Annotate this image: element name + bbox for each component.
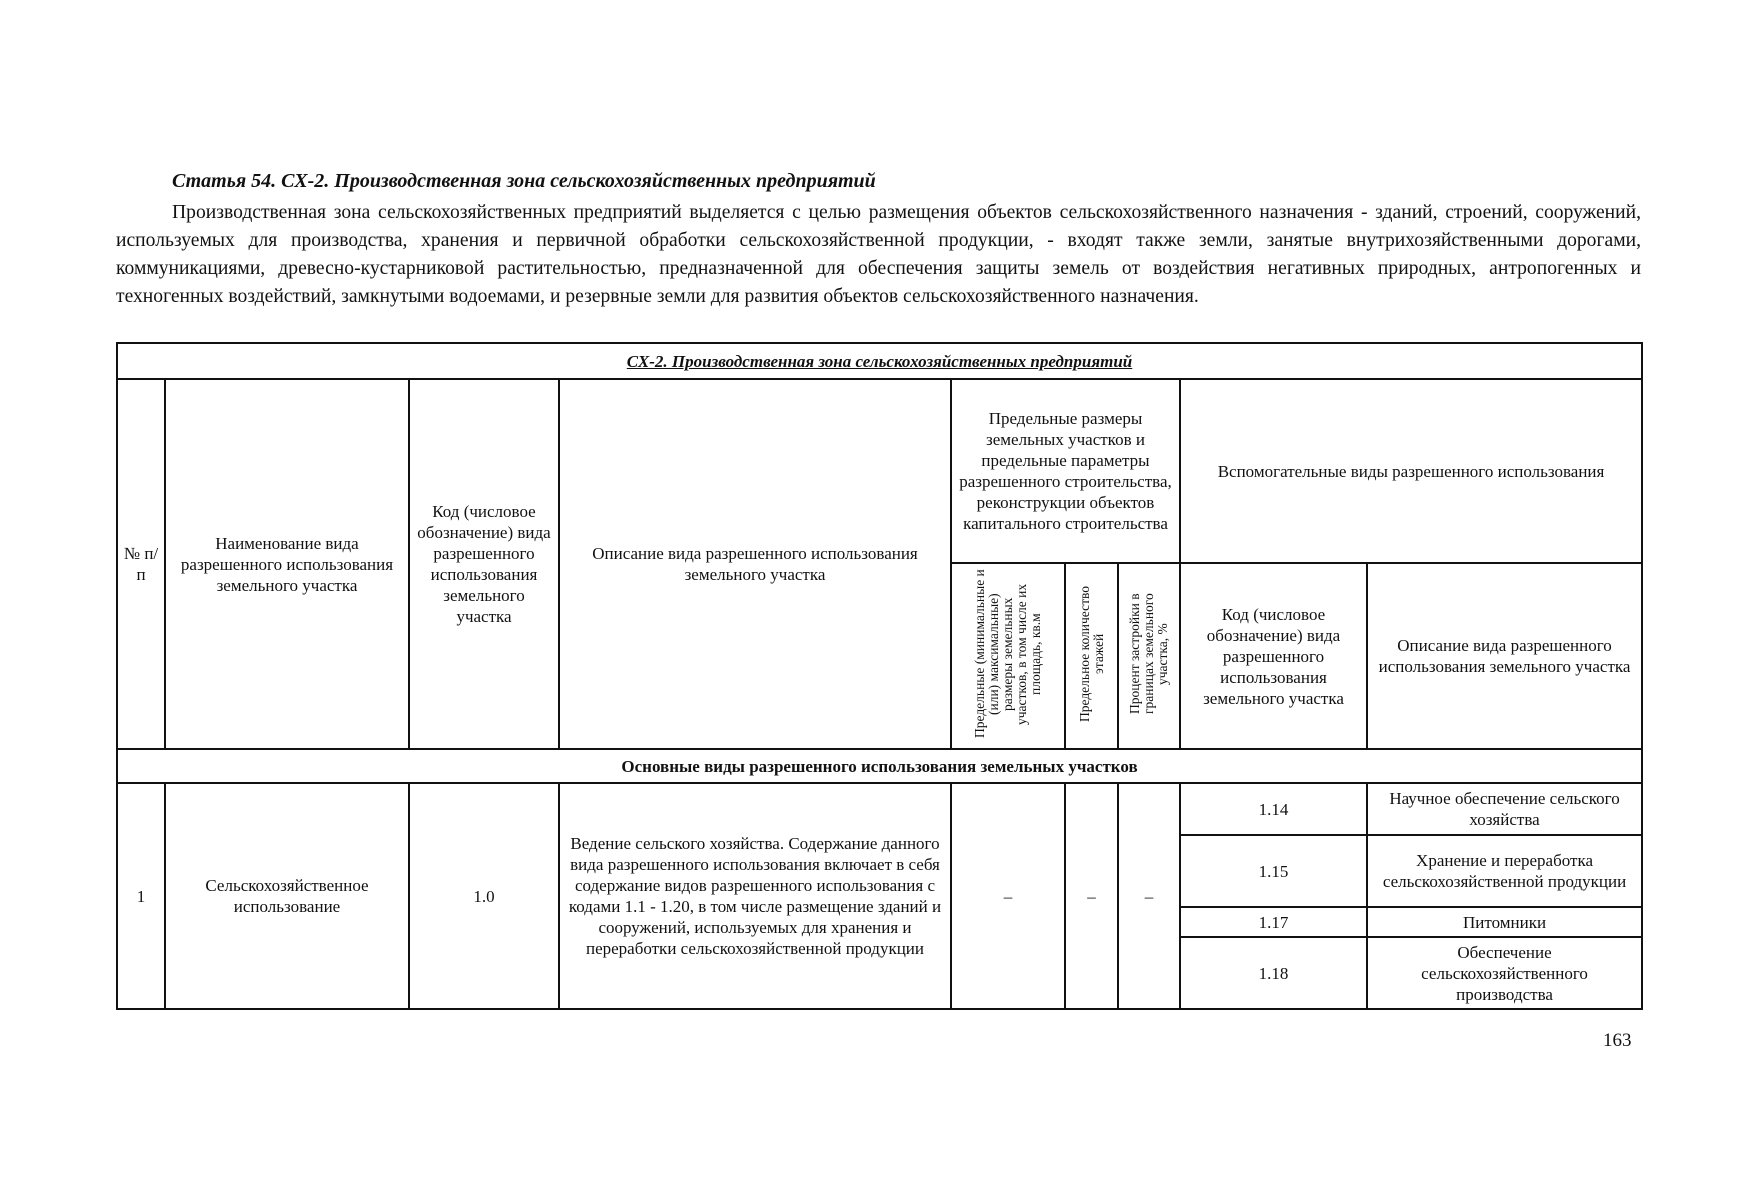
table-row <box>117 783 1642 835</box>
zone-table <box>116 342 1643 1010</box>
header-aux-description: Описание вида разрешенного использования земельного участка <box>1367 563 1642 749</box>
header-limits-percent-cell <box>1118 563 1180 749</box>
aux-code: 1.15 <box>1180 835 1367 907</box>
row-code: 1.0 <box>409 783 559 1009</box>
aux-description: Хранение и переработка сельскохозяйственной продукции <box>1367 835 1642 907</box>
header-limits-area-cell <box>951 563 1065 749</box>
header-limits-percent: Процент застройки в границах земельного участка, % <box>1127 593 1170 714</box>
row-limit-floors: – <box>1065 783 1118 1009</box>
row-limit-area: – <box>951 783 1065 1009</box>
intro-paragraph: Производственная зона сельскохозяйственных предприятий выделяется с целью размещения объектов сельскохозяйственного назначения - зданий, строений, сооружений, используемых для производства, хранения и первичной обработки сельскохозяйственной продукции, - входят также земли, занятые внутрихозяйственными дорогами, коммуникациями, древесно-кустарниковой растительностью, предназначенной для обеспечения защиты земель от воздействия негативных природных, антропогенных и техногенных воздействий, замкнутыми водоемами, и резервные земли для развития объектов сельскохозяйственного назначения. <box>116 202 1641 307</box>
aux-code: 1.14 <box>1180 783 1367 835</box>
aux-description: Научное обеспечение сельского хозяйства <box>1367 783 1642 835</box>
row-num: 1 <box>117 783 165 1009</box>
header-limits-floors-cell <box>1065 563 1118 749</box>
header-description: Описание вида разрешенного использования земельного участка <box>559 379 951 749</box>
header-aux-code: Код (числовое обозначение) вида разрешенного использования земельного участка <box>1180 563 1367 749</box>
header-limits-floors: Предельное количество этажей <box>1076 585 1106 722</box>
article-title: Статья 54. СХ-2. Производственная зона сельскохозяйственных предприятий <box>172 170 876 192</box>
header-aux: Вспомогательные виды разрешенного использования <box>1180 379 1642 563</box>
aux-description: Питомники <box>1367 907 1642 937</box>
header-num: № п/п <box>117 379 165 749</box>
row-name: Сельскохозяйственное использование <box>165 783 409 1009</box>
table-title: СХ-2. Производственная зона сельскохозяйственных предприятий <box>117 343 1642 379</box>
header-code: Код (числовое обозначение) вида разрешенного использования земельного участка <box>409 379 559 749</box>
aux-code: 1.18 <box>1180 937 1367 1009</box>
header-limits-area: Предельные (минимальные и (или) максимальные) размеры земельных участков, в том числе их площадь, кв.м <box>972 569 1043 738</box>
row-limit-percent: – <box>1118 783 1180 1009</box>
aux-code: 1.17 <box>1180 907 1367 937</box>
page-number: 163 <box>1603 1030 1632 1051</box>
aux-description: Обеспечение сельскохозяйственного производства <box>1367 937 1642 1009</box>
header-name: Наименование вида разрешенного использования земельного участка <box>165 379 409 749</box>
section-title: Основные виды разрешенного использования земельных участков <box>117 749 1642 783</box>
header-limits: Предельные размеры земельных участков и предельные параметры разрешенного строительства, реконструкции объектов капитального строительства <box>951 379 1180 563</box>
row-description: Ведение сельского хозяйства. Содержание данного вида разрешенного использования включает в себя содержание видов разрешенного использования с кодами 1.1 - 1.20, в том числе размещение зданий и сооружений, используемых для хранения и переработки сельскохозяйственной продукции <box>559 783 951 1009</box>
